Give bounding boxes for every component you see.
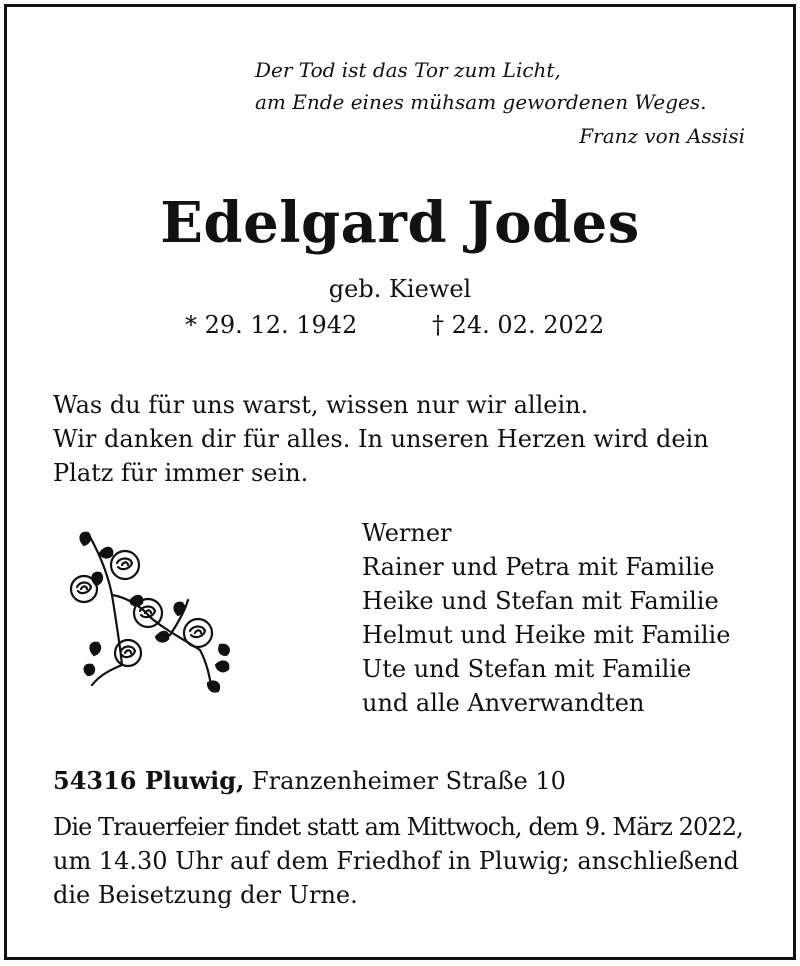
birth-date: * 29. 12. 1942 bbox=[185, 311, 358, 339]
message-line-1: Was du für uns warst, wissen nur wir allein. bbox=[53, 391, 589, 419]
message-line-2: Wir danken dir für alles. In unseren Herzen wird dein bbox=[53, 425, 709, 453]
quote-line-2: am Ende eines mühsam gewordenen Weges. bbox=[255, 90, 707, 114]
address-street: Franzenheimer Straße 10 bbox=[252, 767, 566, 795]
quote-author: Franz von Assisi bbox=[579, 124, 745, 148]
mourner-2: Rainer und Petra mit Familie bbox=[362, 553, 715, 581]
address-line bbox=[53, 764, 566, 798]
death-date: † 24. 02. 2022 bbox=[432, 311, 605, 339]
roses-icon bbox=[70, 525, 240, 695]
deceased-name: Edelgard Jodes bbox=[160, 190, 640, 256]
mourner-4: Helmut und Heike mit Familie bbox=[362, 621, 731, 649]
message-line-3: Platz für immer sein. bbox=[53, 459, 309, 487]
quote-line-1: Der Tod ist das Tor zum Licht, bbox=[255, 58, 561, 82]
mourner-1: Werner bbox=[362, 519, 452, 547]
mourner-6: und alle Anverwandten bbox=[362, 689, 645, 717]
birth-name: geb. Kiewel bbox=[328, 275, 472, 303]
mourner-5: Ute und Stefan mit Familie bbox=[362, 655, 692, 683]
ceremony-line-2: um 14.30 Uhr auf dem Friedhof in Pluwig; anschließend bbox=[53, 847, 739, 875]
address-city: 54316 Pluwig, bbox=[53, 766, 245, 795]
mourner-3: Heike und Stefan mit Familie bbox=[362, 587, 719, 615]
ceremony-line-3: die Beisetzung der Urne. bbox=[53, 881, 358, 909]
ceremony-line-1: Die Trauerfeier findet statt am Mittwoch, dem 9. März 2022, bbox=[53, 813, 743, 841]
